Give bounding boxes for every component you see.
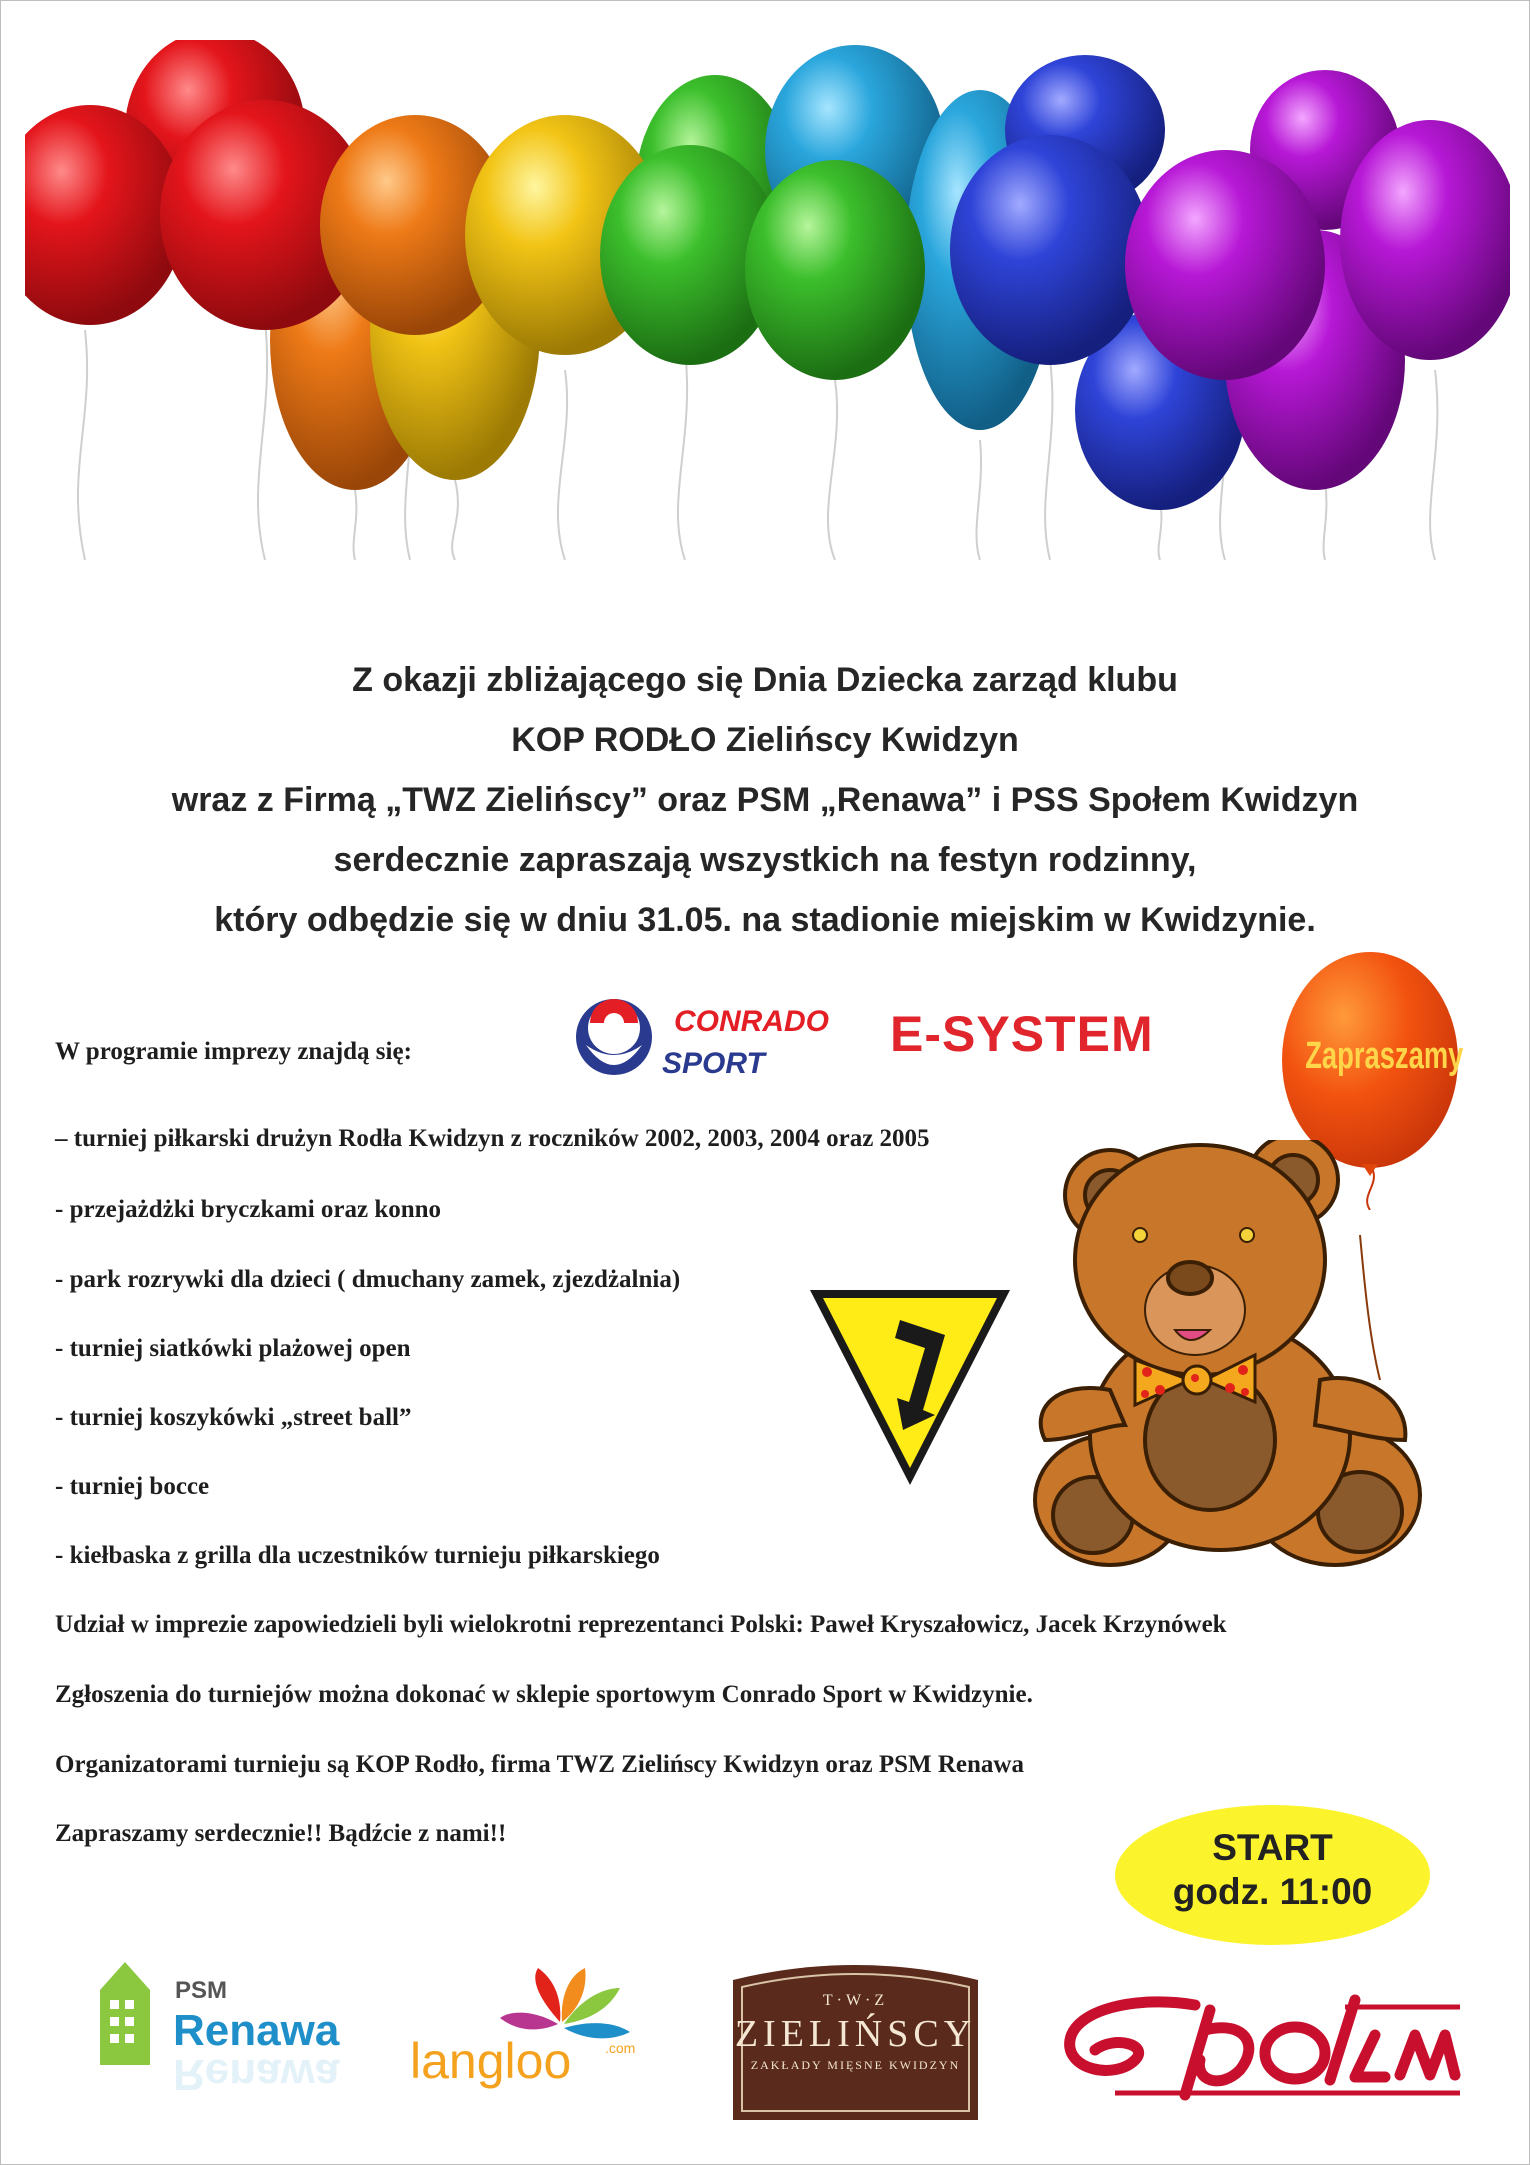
program-item: - turniej bocce bbox=[55, 1473, 210, 1500]
svg-text:Renawa: Renawa bbox=[173, 2050, 340, 2099]
sport-text: SPORT bbox=[662, 1047, 765, 1080]
header-line-3: wraz z Firmą „TWZ Zielińscy” oraz PSM „Renawa” i PSS Społem Kwidzyn bbox=[171, 781, 1359, 819]
header-line-2: KOP RODŁO Zielińscy Kwidzyn bbox=[511, 721, 1019, 759]
program-item: - turniej koszykówki „street ball” bbox=[55, 1404, 412, 1431]
zielinscy-twz: T·W·Z bbox=[822, 1992, 889, 2009]
rodlo-sign-icon bbox=[805, 1280, 1015, 1490]
header-line-4: serdecznie zapraszają wszystkich na festyn rodzinny, bbox=[333, 841, 1197, 879]
note-line: Organizatorami turnieju są KOP Rodło, firma TWZ Zielińscy Kwidzyn oraz PSM Renawa bbox=[55, 1751, 1024, 1778]
program-item: - przejażdżki bryczkami oraz konno bbox=[55, 1196, 442, 1223]
start-time: godz. 11:00 bbox=[1172, 1871, 1373, 1912]
header-line-1: Z okazji zbliżającego się Dnia Dziecka zarząd klubu bbox=[352, 661, 1178, 699]
program-item: - kiełbaska z grilla dla uczestników turnieju piłkarskiego bbox=[55, 1542, 660, 1569]
langloo-text: langloo bbox=[410, 2033, 572, 2089]
conrado-sport-logo bbox=[572, 995, 842, 1085]
zielinscy-subtitle: ZAKŁADY MIĘSNE KWIDZYN bbox=[750, 2058, 961, 2072]
teddy-bear-illustration bbox=[1015, 1140, 1435, 1580]
note-line: Zgłoszenia do turniejów można dokonać w sklepie sportowym Conrado Sport w Kwidzynie. bbox=[55, 1681, 1033, 1708]
langloo-com-text: .com bbox=[605, 2040, 636, 2056]
zielinscy-name: ZIELIŃSCY bbox=[734, 2013, 977, 2055]
zapraszamy-label: Zapraszamy bbox=[1305, 1035, 1464, 1077]
note-line: Zapraszamy serdecznie!! Bądźcie z nami!! bbox=[55, 1820, 507, 1847]
program-title: W programie imprezy znajdą się: bbox=[55, 1038, 412, 1065]
e-system-logo: E-SYSTEM bbox=[890, 1006, 1154, 1062]
psm-text: PSM bbox=[175, 1977, 228, 2004]
renawa-text: Renawa bbox=[173, 2006, 340, 2055]
invitation-header bbox=[0, 650, 1530, 950]
note-line: Udział w imprezie zapowiedzieli byli wielokrotni reprezentanci Polski: Paweł Kryszałowicz, Jacek Krzynówek bbox=[55, 1611, 1227, 1638]
psm-renawa-logo bbox=[95, 1950, 365, 2120]
balloons-illustration bbox=[25, 40, 1510, 560]
program-item: – turniej piłkarski drużyn Rodła Kwidzyn z roczników 2002, 2003, 2004 oraz 2005 bbox=[55, 1125, 930, 1152]
program-item: - turniej siatkówki plażowej open bbox=[55, 1335, 411, 1362]
conrado-text: CONRADO bbox=[674, 1005, 829, 1038]
spolem-logo bbox=[1055, 1985, 1465, 2105]
start-label: START bbox=[1212, 1827, 1333, 1868]
start-time-badge bbox=[1115, 1805, 1430, 1945]
program-item: - park rozrywki dla dzieci ( dmuchany zamek, zjezdżalnia) bbox=[55, 1266, 681, 1293]
header-line-5: który odbędzie się w dniu 31.05. na stadionie miejskim w Kwidzynie. bbox=[214, 901, 1316, 939]
